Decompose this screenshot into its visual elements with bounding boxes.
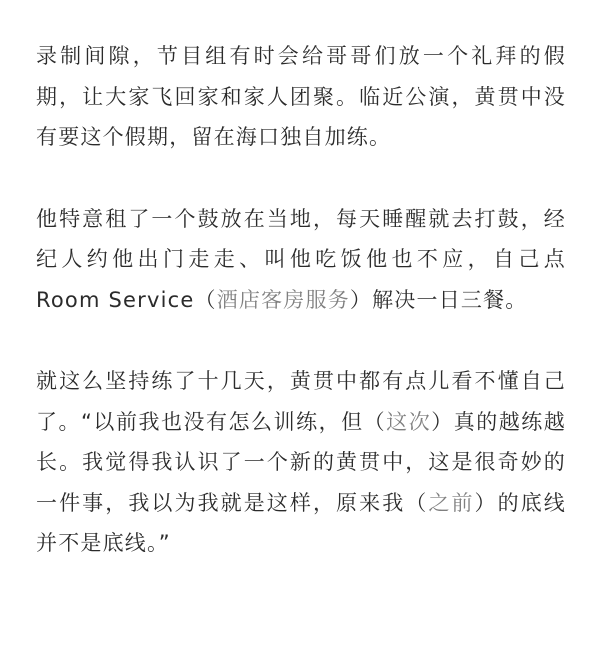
paragraph-3-note-1: 这次 bbox=[386, 409, 432, 434]
paragraph-3-text-b: ）真的越练越长。我觉得我认识了一个新的黄贯中，这是很奇妙的一件事，我以为我就是这样，原来我（ bbox=[36, 409, 567, 515]
paragraph-2-note: 酒店客房服务 bbox=[216, 287, 350, 312]
paragraph-2-text-b: ）解决一日三餐。 bbox=[349, 287, 528, 312]
paragraph-2 bbox=[36, 199, 566, 321]
paragraph-3 bbox=[36, 361, 566, 564]
paragraph-3-text-a: 就这么坚持练了十几天，黄贯中都有点儿看不懂自己了。“以前我也没有怎么训练，但（ bbox=[36, 369, 566, 434]
paragraph-2-text-a: 他特意租了一个鼓放在当地，每天睡醒就去打鼓，经纪人约他出门走走、叫他吃饭他也不应，自己点Room Service（ bbox=[36, 206, 566, 312]
paragraph-3-text-c: ）的底线并不是底线。” bbox=[36, 490, 566, 555]
paragraph-1 bbox=[36, 36, 566, 158]
paragraph-1-text: 录制间隙，节目组有时会给哥哥们放一个礼拜的假期，让大家飞回家和家人团聚。临近公演，黄贯中没有要这个假期，留在海口独自加练。 bbox=[36, 44, 566, 149]
paragraph-3-note-2: 之前 bbox=[428, 490, 475, 515]
